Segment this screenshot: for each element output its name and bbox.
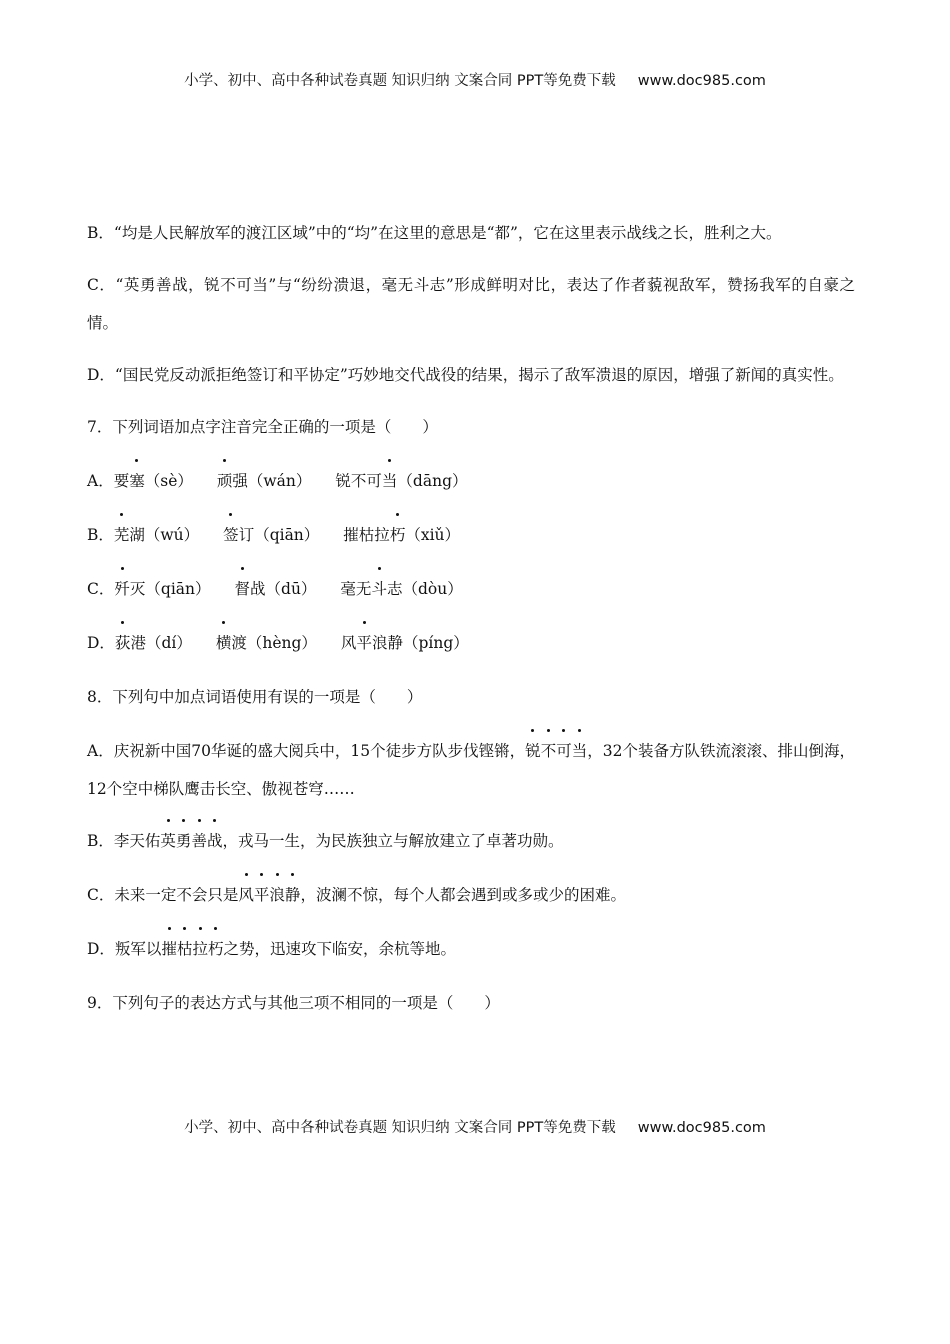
option-label: D．	[87, 634, 115, 652]
word-3	[340, 570, 462, 608]
page-footer	[0, 1116, 950, 1137]
dotted-char: 斗	[371, 570, 387, 608]
word-3	[343, 516, 460, 554]
q7-stem: 7．下列词语加点字注音完全正确的一项是（ ）	[87, 418, 438, 436]
q7-option-b	[87, 516, 855, 554]
sentence-text: A．庆祝新中国70华诞的盛大阅兵中，15个徒步方队步伐铿锵，	[87, 742, 526, 760]
dotted-char: 善	[191, 822, 207, 860]
word-text: 渡（hèng）	[231, 634, 317, 652]
dotted-char: 荻	[115, 624, 131, 662]
word-3	[341, 624, 469, 662]
word-2	[217, 462, 312, 500]
sentence-text: ，32个装备方队铁流滚滚、排山倒海，12个空中梯队鹰击长空、傲视苍穹……	[87, 742, 855, 798]
q8-option-d	[87, 930, 855, 968]
q6-option-c: C．“英勇善战，锐不可当”与“纷纷溃退，毫无斗志”形成鲜明对比，表达了作者藐视敌军，赞扬我军的自豪之情。	[87, 276, 855, 332]
dotted-char: 风	[238, 876, 254, 914]
footer-site: www.doc985.com	[637, 1120, 766, 1136]
dotted-char: 歼	[114, 570, 130, 608]
word-2	[216, 624, 317, 662]
footer-text: 小学、初中、高中各种试卷真题 知识归纳 文案合同 PPT等免费下载	[184, 1120, 616, 1136]
dotted-char: 朽	[390, 516, 406, 554]
q8-option-c	[87, 876, 855, 914]
word-text: （dāng）	[397, 472, 468, 490]
dotted-char: 塞	[129, 462, 145, 500]
word-text: 灭（qiān）	[129, 580, 211, 598]
word-text: 摧枯拉	[343, 526, 390, 544]
word-text: （xiǔ）	[405, 526, 461, 544]
dotted-char: 浪	[269, 876, 285, 914]
q9-stem: 9．下列句子的表达方式与其他三项不相同的一项是（ ）	[87, 994, 500, 1012]
word-text: （sè）	[144, 472, 193, 490]
q8-option-b	[87, 822, 855, 860]
word-1	[114, 462, 193, 500]
q6-option-b: B．“均是人民解放军的渡江区域”中的“均”在这里的意思是“都”，它在这里表示战线之长，胜利之大。	[87, 224, 782, 242]
q7-option-d	[87, 624, 855, 662]
dotted-char: 芜	[114, 516, 130, 554]
word-1	[114, 516, 199, 554]
word-text: 港（dí）	[130, 634, 192, 652]
q6-option-d: D．“国民党反动派拒绝签订和平协定”巧妙地交代战役的结果，揭示了敌军溃退的原因，增强了新闻的真实性。	[87, 366, 844, 384]
sentence-text: ，波澜不惊，每个人都会遇到或多或少的困难。	[300, 886, 626, 904]
word-text: 战（dū）	[250, 580, 317, 598]
q8-option-a	[87, 732, 855, 808]
word-2	[235, 570, 317, 608]
dotted-char: 当	[382, 462, 398, 500]
word-text: 锐不可	[335, 472, 382, 490]
word-text: 湖（wú）	[129, 526, 200, 544]
word-1	[115, 624, 192, 662]
word-text: 浪静（píng）	[371, 634, 469, 652]
sentence-text: C．未来一定不会只是	[87, 886, 239, 904]
dotted-char: 战	[207, 822, 223, 860]
dotted-char: 英	[160, 822, 176, 860]
sentence-text: D．叛军以	[87, 940, 162, 958]
dotted-char: 锐	[525, 732, 541, 770]
dotted-char: 横	[216, 624, 232, 662]
dotted-char: 平	[254, 876, 270, 914]
page-header	[0, 69, 950, 90]
option-label: A．	[87, 472, 114, 490]
question-content	[87, 214, 855, 1038]
word-1	[114, 570, 210, 608]
dotted-char: 签	[223, 516, 239, 554]
sentence-text: ，戎马一生，为民族独立与解放建立了卓著功勋。	[222, 832, 564, 850]
q7-option-a	[87, 462, 855, 500]
dotted-char: 拉	[192, 930, 208, 968]
dotted-char: 不	[541, 732, 557, 770]
sentence-text: 之势，迅速攻下临安，余杭等地。	[223, 940, 457, 958]
word-text: 订（qiān）	[238, 526, 320, 544]
option-label: B．	[87, 526, 114, 544]
dotted-char: 枯	[177, 930, 193, 968]
dotted-char: 静	[285, 876, 301, 914]
dotted-char: 可	[556, 732, 572, 770]
header-text: 小学、初中、高中各种试卷真题 知识归纳 文案合同 PPT等免费下载	[184, 73, 616, 89]
dotted-char: 平	[356, 624, 372, 662]
header-site: www.doc985.com	[637, 73, 766, 89]
dotted-char: 督	[235, 570, 251, 608]
option-label: C．	[87, 580, 115, 598]
word-text: 志（dòu）	[386, 580, 463, 598]
word-3	[335, 462, 467, 500]
dotted-char: 朽	[208, 930, 224, 968]
sentence-text: B．李天佑	[87, 832, 161, 850]
dotted-char: 顽	[217, 462, 233, 500]
q7-option-c	[87, 570, 855, 608]
q8-stem: 8．下列句中加点词语使用有误的一项是（ ）	[87, 688, 423, 706]
word-text: 毫无	[340, 580, 372, 598]
word-text: 风	[340, 634, 357, 652]
word-text: 要	[113, 472, 130, 490]
dotted-char: 当	[572, 732, 588, 770]
dotted-char: 摧	[161, 930, 177, 968]
dotted-char: 勇	[176, 822, 192, 860]
word-2	[223, 516, 319, 554]
word-text: 强（wán）	[232, 472, 312, 490]
